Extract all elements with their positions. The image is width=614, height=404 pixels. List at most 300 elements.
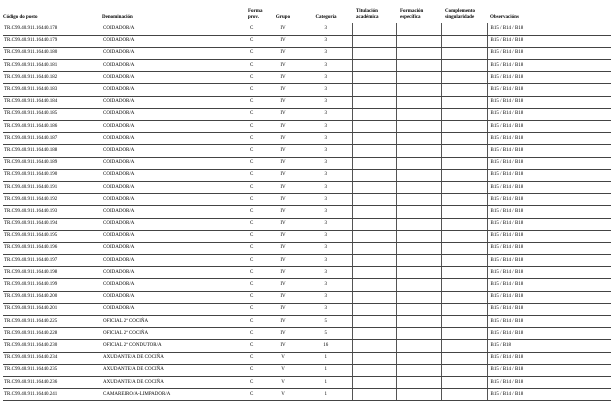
rpt-table [3, 0, 611, 401]
cell-denominacion: COIDADOR/A [102, 230, 248, 242]
cell-grupo: V [266, 352, 300, 364]
cell-formacion [396, 340, 441, 352]
cell-formacion [396, 133, 441, 145]
cell-formacion [396, 364, 441, 376]
cell-formacion [396, 157, 441, 169]
cell-forma: C [248, 303, 266, 315]
cell-complemento [441, 206, 487, 218]
cell-categoria: 3 [300, 230, 352, 242]
cell-categoria: 3 [300, 96, 352, 108]
cell-grupo: IV [266, 169, 300, 181]
cell-forma: C [248, 352, 266, 364]
cell-formacion [396, 218, 441, 230]
cell-observacions: B15 / B14 / B18 [487, 84, 611, 96]
cell-denominacion: COIDADOR/A [102, 121, 248, 133]
table-row [3, 60, 611, 72]
cell-forma: C [248, 133, 266, 145]
cell-categoria: 1 [300, 364, 352, 376]
cell-formacion [396, 303, 441, 315]
cell-codigo: TR.C99.40.911.16440.189 [3, 157, 102, 169]
cell-categoria: 5 [300, 328, 352, 340]
table-row [3, 169, 611, 181]
cell-grupo: IV [266, 145, 300, 157]
cell-complemento [441, 376, 487, 388]
cell-grupo: IV [266, 133, 300, 145]
cell-titulacion [352, 328, 396, 340]
cell-codigo: TR.C99.40.911.16440.234 [3, 352, 102, 364]
cell-complemento [441, 169, 487, 181]
cell-codigo: TR.C99.40.911.16440.230 [3, 340, 102, 352]
cell-titulacion [352, 364, 396, 376]
cell-forma: C [248, 108, 266, 120]
cell-categoria: 3 [300, 255, 352, 267]
cell-complemento [441, 328, 487, 340]
cell-forma: C [248, 60, 266, 72]
cell-formacion [396, 60, 441, 72]
cell-titulacion [352, 389, 396, 401]
table-row [3, 108, 611, 120]
cell-forma: C [248, 47, 266, 59]
cell-observacions: B15 / B14 / B18 [487, 72, 611, 84]
cell-titulacion [352, 291, 396, 303]
cell-forma: C [248, 242, 266, 254]
table-row [3, 242, 611, 254]
cell-grupo: IV [266, 108, 300, 120]
cell-categoria: 3 [300, 121, 352, 133]
cell-denominacion: COIDADOR/A [102, 72, 248, 84]
cell-formacion [396, 35, 441, 47]
cell-complemento [441, 133, 487, 145]
cell-denominacion: COIDADOR/A [102, 267, 248, 279]
cell-titulacion [352, 352, 396, 364]
cell-formacion [396, 230, 441, 242]
cell-forma: C [248, 291, 266, 303]
table-row [3, 340, 611, 352]
cell-titulacion [352, 206, 396, 218]
cell-denominacion: COIDADOR/A [102, 133, 248, 145]
table-row [3, 316, 611, 328]
cell-observacions: B15 / B14 / B18 [487, 279, 611, 291]
cell-categoria: 3 [300, 181, 352, 193]
cell-observacions: B15 / B14 / B18 [487, 389, 611, 401]
cell-codigo: TR.C99.40.911.16440.187 [3, 133, 102, 145]
header-row [3, 0, 611, 23]
cell-categoria: 3 [300, 303, 352, 315]
cell-formacion [396, 376, 441, 388]
cell-observacions: B15 / B18 [487, 340, 611, 352]
cell-complemento [441, 47, 487, 59]
cell-titulacion [352, 230, 396, 242]
cell-observacions: B15 / B14 / B18 [487, 218, 611, 230]
cell-complemento [441, 23, 487, 35]
cell-forma: C [248, 23, 266, 35]
cell-observacions: B15 / B14 / B18 [487, 316, 611, 328]
cell-categoria: 3 [300, 84, 352, 96]
cell-complemento [441, 389, 487, 401]
cell-grupo: IV [266, 255, 300, 267]
header-forma: Forma prov. [248, 9, 263, 20]
cell-categoria: 3 [300, 267, 352, 279]
cell-forma: C [248, 206, 266, 218]
cell-codigo: TR.C99.40.911.16440.197 [3, 255, 102, 267]
cell-formacion [396, 96, 441, 108]
cell-categoria: 1 [300, 376, 352, 388]
cell-categoria: 3 [300, 242, 352, 254]
cell-formacion [396, 194, 441, 206]
cell-denominacion: AXUDANTE/A DE COCIÑA [102, 364, 248, 376]
cell-formacion [396, 84, 441, 96]
cell-grupo: IV [266, 194, 300, 206]
cell-grupo: IV [266, 328, 300, 340]
table-row [3, 133, 611, 145]
cell-observacions: B15 / B14 / B18 [487, 352, 611, 364]
cell-formacion [396, 328, 441, 340]
cell-denominacion: COIDADOR/A [102, 279, 248, 291]
cell-titulacion [352, 72, 396, 84]
cell-formacion [396, 279, 441, 291]
cell-grupo: IV [266, 230, 300, 242]
cell-categoria: 3 [300, 157, 352, 169]
cell-forma: C [248, 328, 266, 340]
cell-denominacion: COIDADOR/A [102, 303, 248, 315]
cell-grupo: IV [266, 316, 300, 328]
cell-denominacion: COIDADOR/A [102, 23, 248, 35]
cell-codigo: TR.C99.40.911.16440.192 [3, 194, 102, 206]
cell-codigo: TR.C99.40.911.16440.179 [3, 35, 102, 47]
cell-codigo: TR.C99.40.911.16440.181 [3, 60, 102, 72]
cell-denominacion: OFICIAL 2ª COCIÑA [102, 316, 248, 328]
header-observacions: Observacións [490, 14, 519, 20]
cell-grupo: IV [266, 47, 300, 59]
cell-denominacion: COIDADOR/A [102, 181, 248, 193]
cell-categoria: 3 [300, 279, 352, 291]
cell-codigo: TR.C99.40.911.16440.225 [3, 316, 102, 328]
cell-forma: C [248, 194, 266, 206]
cell-complemento [441, 279, 487, 291]
table-row [3, 230, 611, 242]
header-complemento: Complemento singularidade [445, 9, 475, 20]
table-row [3, 194, 611, 206]
cell-categoria: 3 [300, 35, 352, 47]
cell-grupo: V [266, 389, 300, 401]
table-row [3, 255, 611, 267]
table-header [3, 0, 611, 23]
cell-forma: C [248, 72, 266, 84]
cell-grupo: IV [266, 279, 300, 291]
table-row [3, 389, 611, 401]
table-row [3, 35, 611, 47]
cell-grupo: V [266, 376, 300, 388]
cell-forma: C [248, 279, 266, 291]
cell-codigo: TR.C99.40.911.16440.194 [3, 218, 102, 230]
cell-titulacion [352, 35, 396, 47]
cell-complemento [441, 303, 487, 315]
cell-observacions: B15 / B14 / B18 [487, 242, 611, 254]
cell-observacions: B15 / B14 / B18 [487, 206, 611, 218]
cell-complemento [441, 181, 487, 193]
cell-observacions: B15 / B14 / B18 [487, 133, 611, 145]
table-row [3, 157, 611, 169]
cell-observacions: B15 / B14 / B18 [487, 60, 611, 72]
cell-observacions: B15 / B14 / B18 [487, 255, 611, 267]
cell-observacions: B15 / B14 / B18 [487, 145, 611, 157]
cell-formacion [396, 47, 441, 59]
cell-complemento [441, 84, 487, 96]
cell-grupo: IV [266, 35, 300, 47]
cell-formacion [396, 181, 441, 193]
cell-observacions: B15 / B14 / B18 [487, 328, 611, 340]
cell-grupo: IV [266, 267, 300, 279]
cell-observacions: B15 / B14 / B18 [487, 108, 611, 120]
cell-denominacion: COIDADOR/A [102, 84, 248, 96]
cell-complemento [441, 352, 487, 364]
cell-grupo: IV [266, 23, 300, 35]
cell-complemento [441, 230, 487, 242]
cell-forma: C [248, 316, 266, 328]
cell-codigo: TR.C99.40.911.16440.195 [3, 230, 102, 242]
cell-forma: C [248, 340, 266, 352]
cell-forma: C [248, 181, 266, 193]
cell-titulacion [352, 303, 396, 315]
cell-complemento [441, 96, 487, 108]
cell-complemento [441, 35, 487, 47]
cell-formacion [396, 255, 441, 267]
cell-titulacion [352, 157, 396, 169]
cell-codigo: TR.C99.40.911.16440.200 [3, 291, 102, 303]
cell-codigo: TR.C99.40.911.16440.183 [3, 84, 102, 96]
cell-formacion [396, 108, 441, 120]
table-row [3, 291, 611, 303]
cell-forma: C [248, 121, 266, 133]
cell-formacion [396, 23, 441, 35]
cell-observacions: B15 / B14 / B18 [487, 194, 611, 206]
cell-complemento [441, 242, 487, 254]
cell-complemento [441, 364, 487, 376]
cell-complemento [441, 267, 487, 279]
cell-observacions: B15 / B14 / B18 [487, 23, 611, 35]
table-row [3, 267, 611, 279]
cell-titulacion [352, 194, 396, 206]
cell-formacion [396, 145, 441, 157]
cell-complemento [441, 340, 487, 352]
table-body [3, 23, 611, 401]
cell-observacions: B15 / B14 / B18 [487, 267, 611, 279]
cell-codigo: TR.C99.40.911.16440.180 [3, 47, 102, 59]
cell-grupo: IV [266, 121, 300, 133]
cell-codigo: TR.C99.40.911.16440.235 [3, 364, 102, 376]
cell-complemento [441, 157, 487, 169]
cell-grupo: IV [266, 303, 300, 315]
cell-observacions: B15 / B14 / B18 [487, 96, 611, 108]
cell-categoria: 3 [300, 133, 352, 145]
cell-codigo: TR.C99.40.911.16440.182 [3, 72, 102, 84]
cell-forma: C [248, 389, 266, 401]
cell-titulacion [352, 267, 396, 279]
cell-titulacion [352, 279, 396, 291]
cell-grupo: IV [266, 181, 300, 193]
cell-titulacion [352, 60, 396, 72]
cell-denominacion: COIDADOR/A [102, 96, 248, 108]
cell-categoria: 3 [300, 206, 352, 218]
cell-grupo: IV [266, 84, 300, 96]
table-row [3, 121, 611, 133]
cell-complemento [441, 145, 487, 157]
cell-titulacion [352, 181, 396, 193]
cell-titulacion [352, 316, 396, 328]
cell-forma: C [248, 35, 266, 47]
cell-codigo: TR.C99.40.911.16440.236 [3, 376, 102, 388]
cell-forma: C [248, 84, 266, 96]
table-row [3, 218, 611, 230]
cell-formacion [396, 291, 441, 303]
cell-observacions: B15 / B14 / B18 [487, 291, 611, 303]
cell-complemento [441, 194, 487, 206]
cell-codigo: TR.C99.40.911.16440.193 [3, 206, 102, 218]
table-row [3, 84, 611, 96]
cell-formacion [396, 169, 441, 181]
cell-codigo: TR.C99.40.911.16440.188 [3, 145, 102, 157]
cell-categoria: 3 [300, 47, 352, 59]
cell-codigo: TR.C99.40.911.16440.196 [3, 242, 102, 254]
cell-formacion [396, 72, 441, 84]
cell-denominacion: COIDADOR/A [102, 291, 248, 303]
cell-observacions: B15 / B14 / B18 [487, 181, 611, 193]
cell-grupo: IV [266, 291, 300, 303]
cell-forma: C [248, 255, 266, 267]
cell-titulacion [352, 376, 396, 388]
cell-codigo: TR.C99.40.911.16440.191 [3, 181, 102, 193]
cell-observacions: B15 / B14 / B18 [487, 47, 611, 59]
cell-categoria: 3 [300, 23, 352, 35]
cell-grupo: IV [266, 96, 300, 108]
cell-titulacion [352, 340, 396, 352]
cell-titulacion [352, 47, 396, 59]
cell-formacion [396, 206, 441, 218]
cell-forma: C [248, 364, 266, 376]
cell-denominacion: AXUDANTE/A DE COCIÑA [102, 376, 248, 388]
cell-grupo: IV [266, 206, 300, 218]
cell-denominacion: COIDADOR/A [102, 108, 248, 120]
cell-denominacion: COIDADOR/A [102, 47, 248, 59]
cell-categoria: 3 [300, 72, 352, 84]
table-row [3, 96, 611, 108]
cell-categoria: 5 [300, 316, 352, 328]
cell-forma: C [248, 267, 266, 279]
header-formacion: Formación específica [400, 9, 424, 20]
cell-titulacion [352, 145, 396, 157]
table-row [3, 145, 611, 157]
cell-forma: C [248, 157, 266, 169]
header-codigo: Código do posto [3, 14, 38, 20]
cell-codigo: TR.C99.40.911.16440.190 [3, 169, 102, 181]
header-categoria: Categoría [315, 14, 337, 20]
cell-observacions: B15 / B14 / B18 [487, 376, 611, 388]
cell-categoria: 3 [300, 108, 352, 120]
table-row [3, 364, 611, 376]
cell-grupo: IV [266, 60, 300, 72]
cell-codigo: TR.C99.40.911.16440.228 [3, 328, 102, 340]
cell-complemento [441, 121, 487, 133]
cell-titulacion [352, 255, 396, 267]
cell-denominacion: OFICIAL 2ª COCIÑA [102, 328, 248, 340]
cell-denominacion: COIDADOR/A [102, 35, 248, 47]
cell-forma: C [248, 169, 266, 181]
cell-complemento [441, 255, 487, 267]
header-titulacion: Titulación académica [356, 9, 379, 20]
cell-observacions: B15 / B14 / B18 [487, 303, 611, 315]
cell-categoria: 1 [300, 389, 352, 401]
table-row [3, 303, 611, 315]
table-row [3, 376, 611, 388]
cell-titulacion [352, 169, 396, 181]
cell-observacions: B15 / B14 / B18 [487, 169, 611, 181]
cell-categoria: 3 [300, 169, 352, 181]
cell-observacions: B15 / B14 / B18 [487, 121, 611, 133]
cell-forma: C [248, 230, 266, 242]
cell-grupo: IV [266, 218, 300, 230]
cell-titulacion [352, 218, 396, 230]
cell-categoria: 1 [300, 352, 352, 364]
cell-denominacion: AXUDANTE/A DE COCIÑA [102, 352, 248, 364]
cell-codigo: TR.C99.40.911.16440.241 [3, 389, 102, 401]
cell-formacion [396, 121, 441, 133]
cell-observacions: B15 / B14 / B18 [487, 230, 611, 242]
cell-forma: C [248, 376, 266, 388]
cell-observacions: B15 / B14 / B18 [487, 157, 611, 169]
cell-categoria: 3 [300, 291, 352, 303]
cell-denominacion: COIDADOR/A [102, 145, 248, 157]
cell-titulacion [352, 96, 396, 108]
cell-denominacion: COIDADOR/A [102, 242, 248, 254]
cell-codigo: TR.C99.40.911.16440.201 [3, 303, 102, 315]
cell-codigo: TR.C99.40.911.16440.198 [3, 267, 102, 279]
cell-observacions: B15 / B14 / B18 [487, 364, 611, 376]
cell-codigo: TR.C99.40.911.16440.185 [3, 108, 102, 120]
cell-titulacion [352, 242, 396, 254]
cell-complemento [441, 316, 487, 328]
cell-observacions: B15 / B14 / B18 [487, 35, 611, 47]
table-row [3, 328, 611, 340]
cell-complemento [441, 60, 487, 72]
cell-denominacion: COIDADOR/A [102, 218, 248, 230]
table-row [3, 23, 611, 35]
cell-denominacion: COIDADOR/A [102, 157, 248, 169]
cell-complemento [441, 72, 487, 84]
cell-titulacion [352, 133, 396, 145]
cell-grupo: IV [266, 242, 300, 254]
cell-denominacion: OFICIAL 2ª CONDUTOR/A [102, 340, 248, 352]
cell-codigo: TR.C99.40.911.16440.199 [3, 279, 102, 291]
header-grupo: Grupo [275, 14, 291, 20]
cell-grupo: V [266, 364, 300, 376]
header-denominacion: Denominación [102, 14, 133, 20]
cell-forma: C [248, 145, 266, 157]
table-row [3, 72, 611, 84]
table-row [3, 206, 611, 218]
cell-denominacion: COIDADOR/A [102, 206, 248, 218]
cell-titulacion [352, 121, 396, 133]
cell-titulacion [352, 84, 396, 96]
table-row [3, 279, 611, 291]
cell-categoria: 3 [300, 218, 352, 230]
cell-titulacion [352, 108, 396, 120]
cell-denominacion: COIDADOR/A [102, 169, 248, 181]
cell-formacion [396, 316, 441, 328]
cell-categoria: 3 [300, 60, 352, 72]
cell-denominacion: COIDADOR/A [102, 255, 248, 267]
cell-denominacion: CAMAREIRO/A-LIMPADOR/A [102, 389, 248, 401]
table-row [3, 47, 611, 59]
